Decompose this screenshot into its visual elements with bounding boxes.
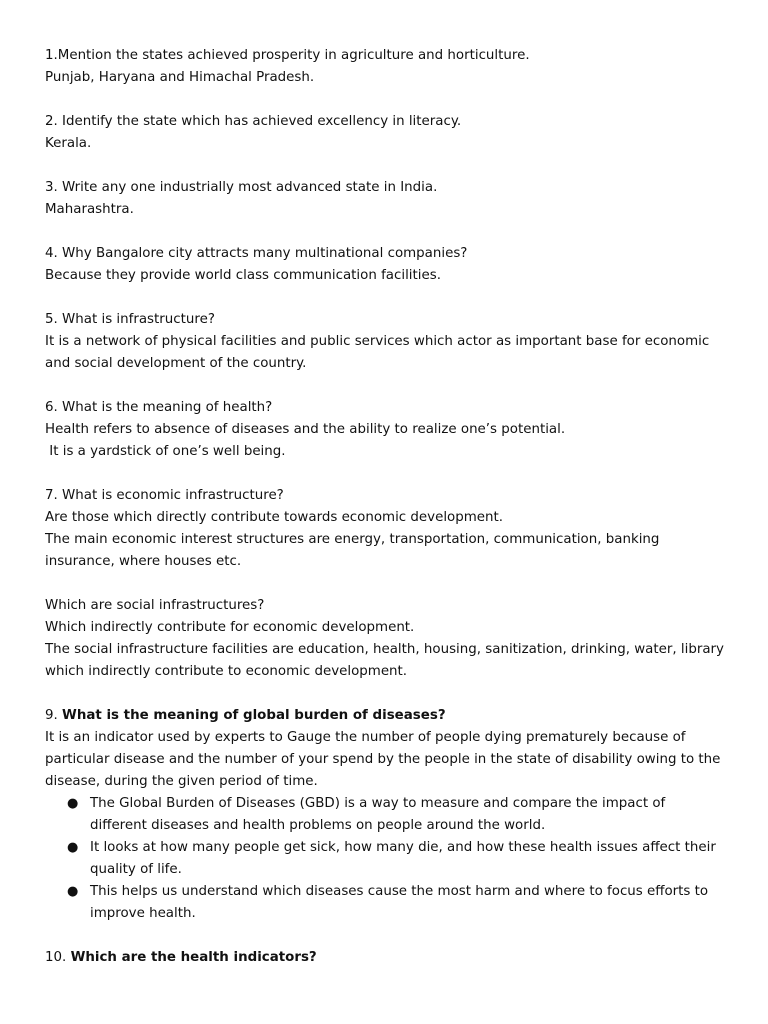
answer-9: It is an indicator used by experts to Gauge the number of people dying prematurely because of particular disease and the number of your spend by the people in the state of disability owing to the disease, during the given period of time. <box>45 730 725 789</box>
answer-6-line-1: Health refers to absence of diseases and the ability to realize one’s potential. <box>45 422 566 437</box>
answer-8-line-1: Which indirectly contribute for economic development. <box>45 620 415 635</box>
bullet-icon: ● <box>67 796 79 811</box>
answer-2: Kerala. <box>45 136 92 151</box>
bullet-text-2: It looks at how many people get sick, how many die, and how these health issues affect their quality of life. <box>90 840 716 877</box>
answer-1: Punjab, Haryana and Himachal Pradesh. <box>45 70 315 85</box>
bullet-icon: ● <box>67 840 79 855</box>
question-6: 6. What is the meaning of health? <box>45 400 273 415</box>
answer-8-line-2: The social infrastructure facilities are education, health, housing, sanitization, drinking, water, library which indirectly contribute to economic development. <box>45 642 729 679</box>
document-page <box>45 45 729 969</box>
question-10-text: Which are the health indicators? <box>70 950 317 965</box>
question-1: 1.Mention the states achieved prosperity in agriculture and horticulture. <box>45 48 530 63</box>
question-4: 4. Why Bangalore city attracts many multinational companies? <box>45 246 468 261</box>
answer-5: It is a network of physical facilities and public services which actor as important base for economic and social development of the country. <box>45 334 714 371</box>
list-item <box>45 881 725 925</box>
question-8: Which are social infrastructures? <box>45 598 265 613</box>
question-2: 2. Identify the state which has achieved excellency in literacy. <box>45 114 462 129</box>
bullet-text-1: The Global Burden of Diseases (GBD) is a way to measure and compare the impact of different diseases and health problems on people around the world. <box>90 796 666 833</box>
answer-3: Maharashtra. <box>45 202 134 217</box>
bullet-text-3: This helps us understand which diseases cause the most harm and where to focus efforts to improve health. <box>90 884 709 921</box>
answer-9-bullet-list <box>45 793 725 925</box>
bullet-icon: ● <box>67 884 79 899</box>
question-9 <box>45 705 725 727</box>
answer-7-line-1: Are those which directly contribute towards economic development. <box>45 510 504 525</box>
list-item <box>45 837 725 881</box>
question-10 <box>45 947 725 969</box>
answer-4: Because they provide world class communication facilities. <box>45 268 441 283</box>
question-9-text: What is the meaning of global burden of diseases? <box>62 708 446 723</box>
answer-6-line-2: It is a yardstick of one’s well being. <box>45 444 286 459</box>
answer-7-line-2: The main economic interest structures are energy, transportation, communication, banking insurance, where houses etc. <box>45 532 664 569</box>
question-7: 7. What is economic infrastructure? <box>45 488 284 503</box>
question-9-number: 9. <box>45 708 63 723</box>
question-3: 3. Write any one industrially most advanced state in India. <box>45 180 438 195</box>
question-10-number: 10. <box>45 950 71 965</box>
question-5: 5. What is infrastructure? <box>45 312 215 327</box>
list-item <box>45 793 725 837</box>
